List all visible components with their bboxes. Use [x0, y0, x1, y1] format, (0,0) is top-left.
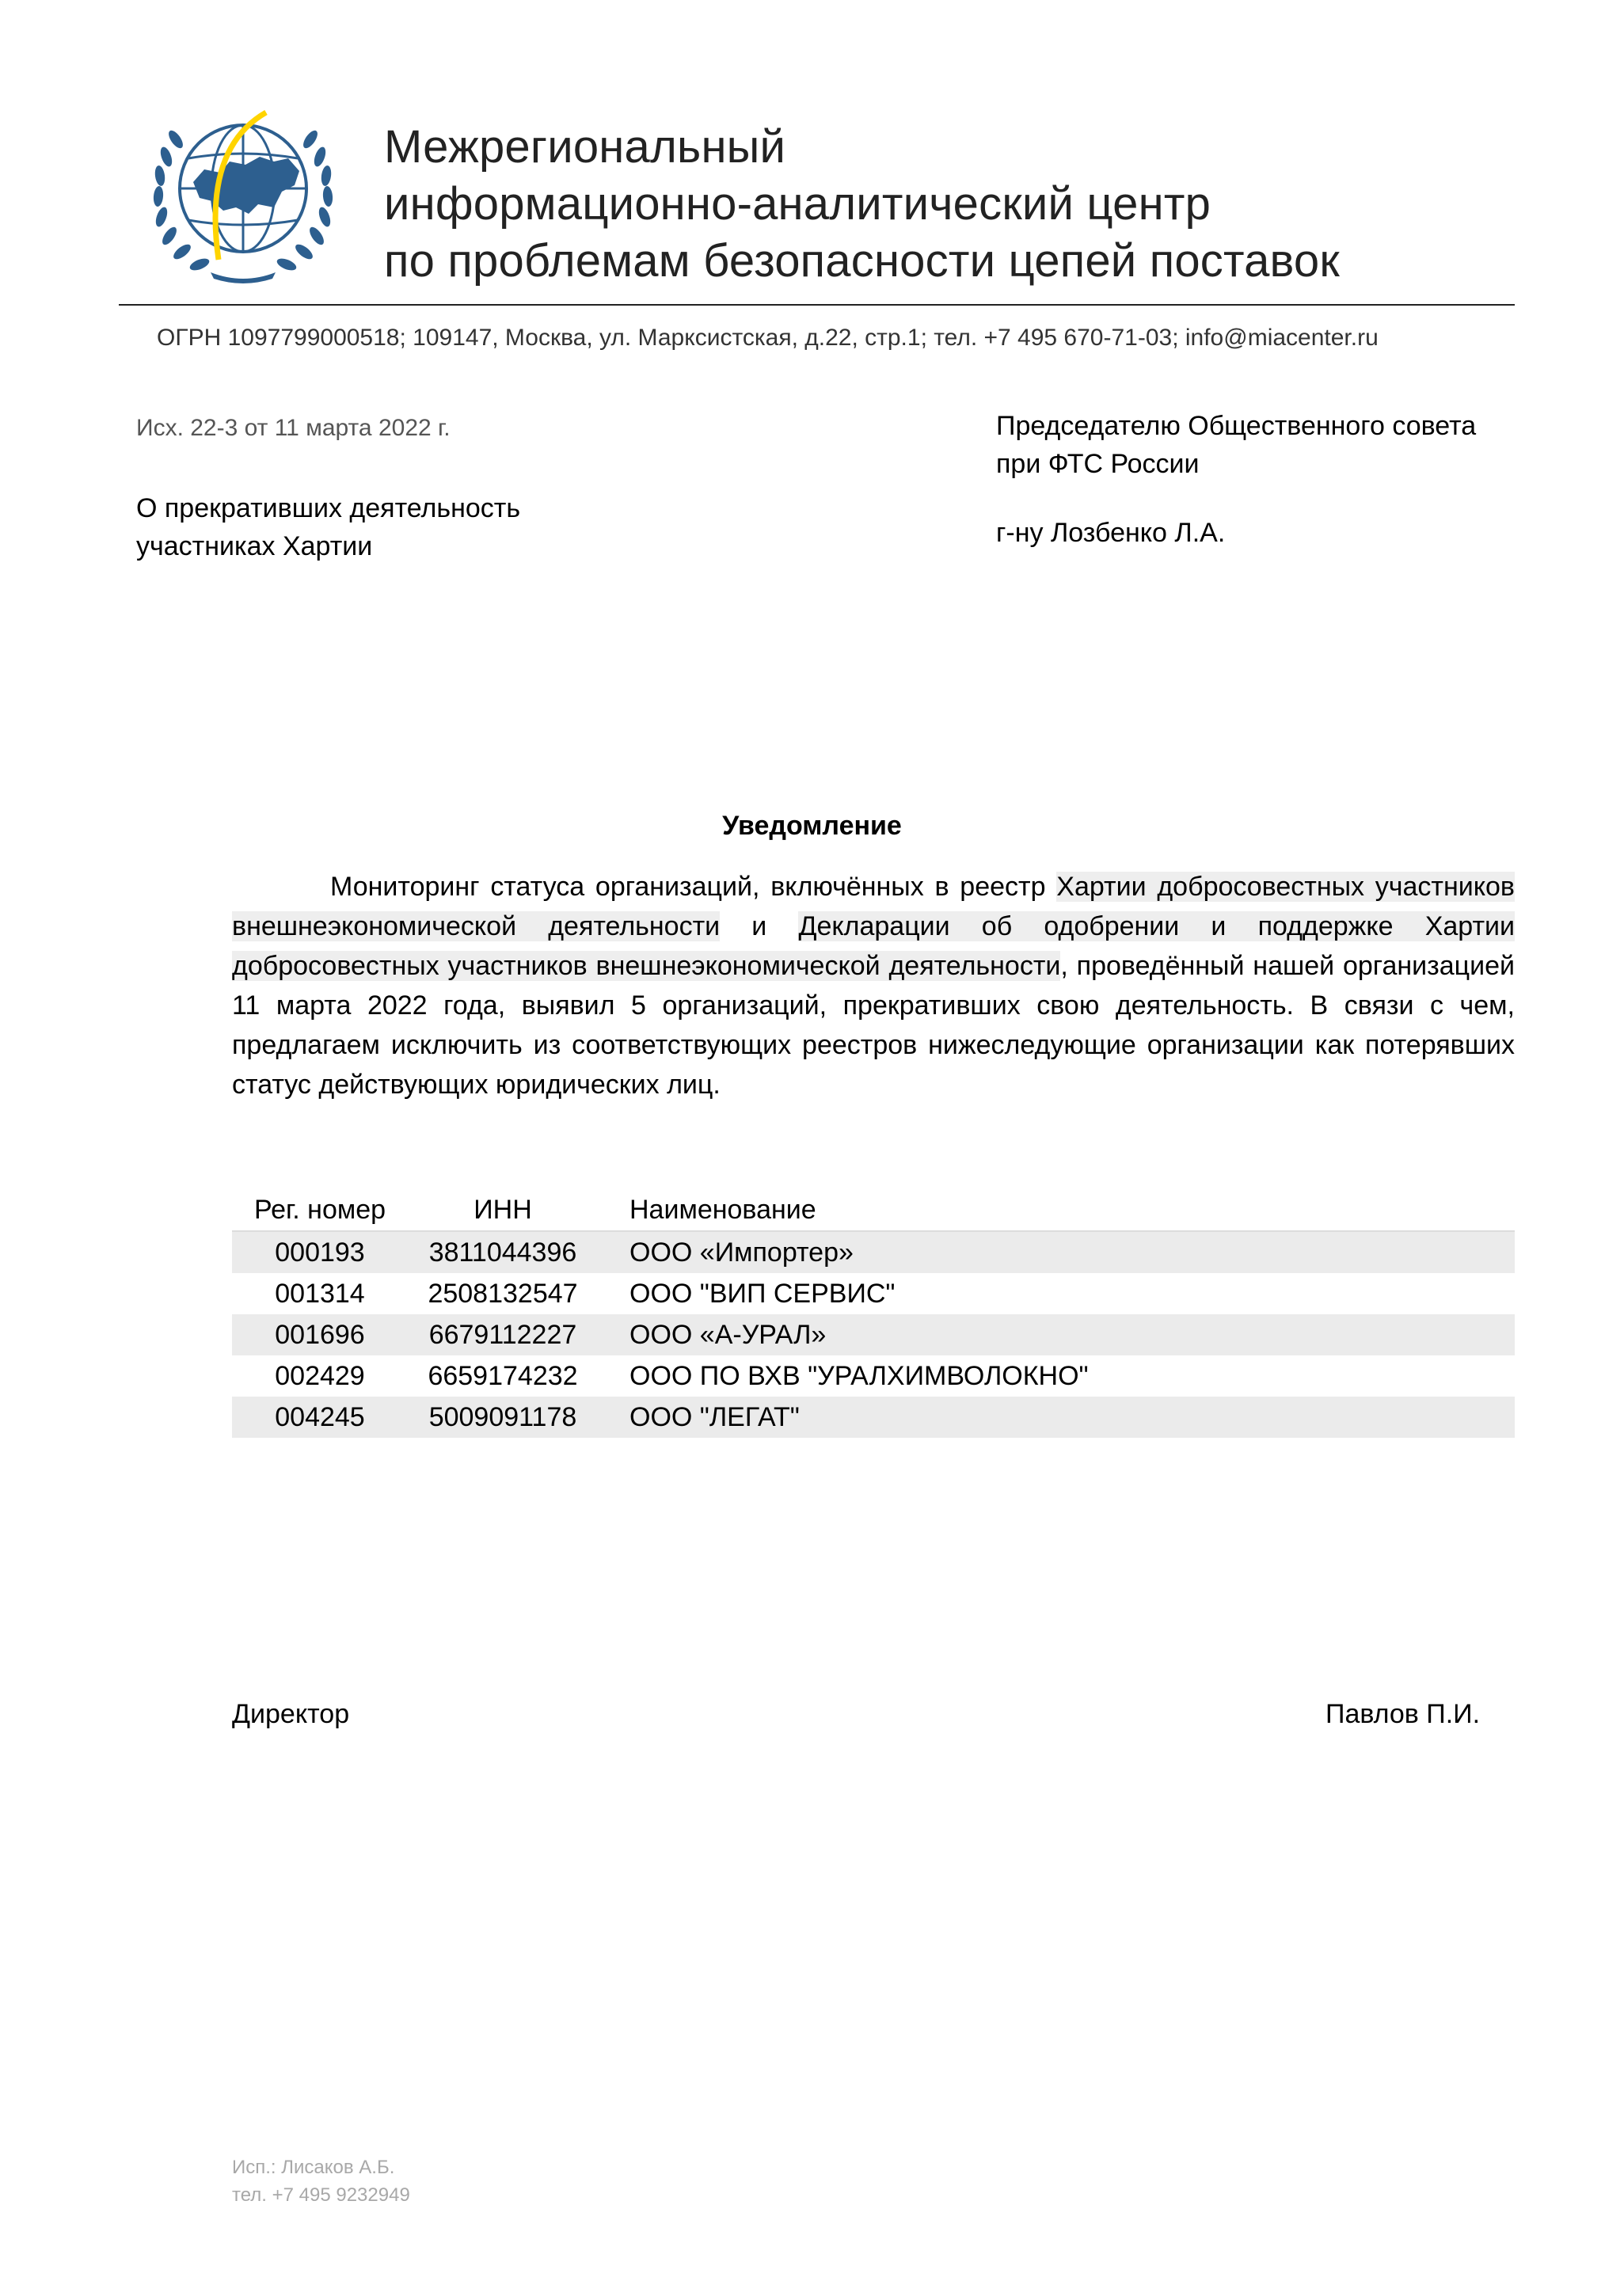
charter-name: Хартии добросовестных участников внешнеэкономической деятельности	[232, 872, 1515, 941]
inn-cell: 6679112227	[408, 1314, 598, 1355]
reg-number-cell: 001696	[232, 1314, 408, 1355]
globe-laurel-logo-icon	[147, 109, 339, 285]
addressee-name: г-ну Лозбенко Л.А.	[996, 518, 1226, 548]
organization-title	[384, 119, 1340, 290]
letter-subject-line: О прекративших деятельность	[136, 493, 521, 523]
notice-body	[232, 867, 1515, 1104]
organization-logo	[147, 109, 339, 285]
addressee	[996, 407, 1476, 483]
org-name-cell: ООО «Импортер»	[598, 1231, 1515, 1273]
inn-cell: 5009091178	[408, 1397, 598, 1438]
letterhead-divider	[119, 304, 1515, 306]
inn-cell: 2508132547	[428, 1278, 578, 1309]
executor-name: Исп.: Лисаков А.Б.	[232, 2157, 395, 2178]
table-row	[232, 1273, 1515, 1314]
table-row	[232, 1314, 1515, 1355]
organizations-table	[232, 1189, 1515, 1438]
executor-phone: тел. +7 495 9232949	[232, 2184, 410, 2206]
inn-cell: 6659174232	[428, 1360, 578, 1391]
table-row	[232, 1231, 1515, 1273]
reg-number-cell: 002429	[275, 1360, 365, 1391]
organization-title-line: информационно-аналитический центр	[384, 178, 1211, 230]
organization-title-line: по проблемам безопасности цепей поставок	[384, 235, 1340, 287]
table-row	[232, 1397, 1515, 1438]
signatory-position: Директор	[232, 1699, 350, 1729]
org-name-cell: ООО "ВИП СЕРВИС"	[629, 1278, 896, 1309]
reg-number-cell: 000193	[232, 1231, 408, 1273]
signatory-name: Павлов П.И.	[1325, 1699, 1481, 1729]
org-name-cell: ООО «А-УРАЛ»	[598, 1314, 1515, 1355]
outgoing-number: Исх. 22-3 от 11 марта 2022 г.	[136, 415, 451, 441]
notice-heading: Уведомление	[722, 811, 902, 841]
reg-number-cell: 001314	[275, 1278, 365, 1309]
addressee-line: Председателю Общественного совета	[996, 411, 1477, 441]
letterhead-contacts: ОГРН 1097799000518; 109147, Москва, ул. Марксистская, д.22, стр.1; тел. +7 495 670-71-03; info@miacenter.ru	[157, 325, 1379, 351]
org-name-cell: ООО "ЛЕГАТ"	[598, 1397, 1515, 1438]
reg-number-cell: 004245	[232, 1397, 408, 1438]
column-header-reg-number: Рег. номер	[232, 1189, 408, 1231]
column-header-inn: ИНН	[408, 1189, 598, 1231]
declaration-name: Декларации об одобрении и поддержке Хартии добросовестных участников внешнеэкономической деятельности	[232, 911, 1516, 981]
executor-info	[232, 2153, 410, 2209]
table-row	[232, 1355, 1515, 1397]
org-name-cell: ООО ПО ВХВ "УРАЛХИМВОЛОКНО"	[629, 1360, 1089, 1391]
notice-intro: Мониторинг статуса организаций, включённых в реестр	[330, 872, 1057, 902]
table-header-row	[232, 1189, 1515, 1231]
notice-rest: , проведённый нашей организацией 11 марта 2022 года, выявил 5 организаций, прекративших свою деятельность. В связи с чем, предлагаем исключить из соответствующих реестров нижеследующие организации как потерявших статус действующих юридических лиц.	[232, 951, 1516, 1100]
letter-subject	[136, 489, 520, 565]
organization-title-line: Межрегиональный	[384, 121, 786, 173]
inn-cell: 3811044396	[408, 1231, 598, 1273]
letter-subject-line: участниках Хартии	[136, 531, 373, 561]
addressee-line: при ФТС России	[996, 449, 1200, 479]
notice-conjunction: и	[720, 911, 799, 941]
column-header-name: Наименование	[598, 1189, 1515, 1231]
